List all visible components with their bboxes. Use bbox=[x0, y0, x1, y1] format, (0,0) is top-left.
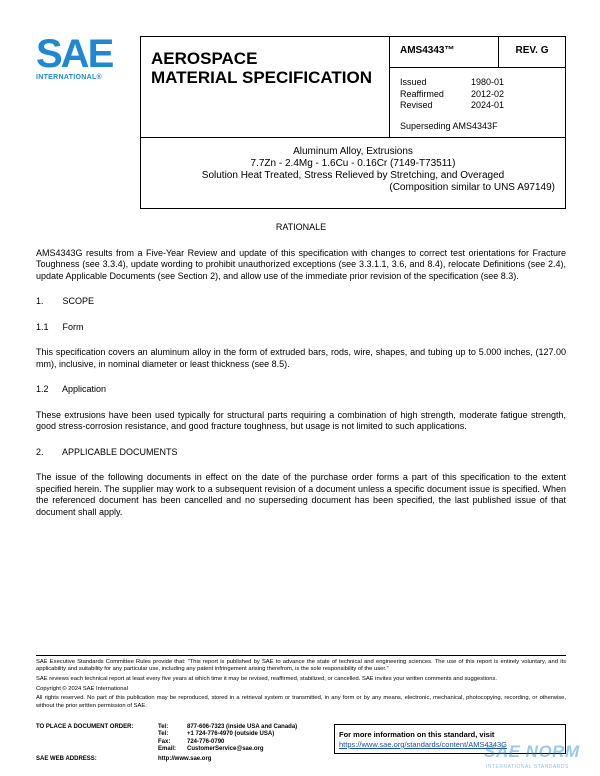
document-type-title bbox=[140, 36, 390, 138]
rationale-heading: RATIONALE bbox=[275, 222, 327, 232]
date-value: 1980-01 bbox=[471, 77, 505, 87]
contact-value: 877-606-7323 (inside USA and Canada) bbox=[187, 724, 298, 730]
date-label: Reaffirmed bbox=[400, 88, 444, 99]
title-line-1: AEROSPACE bbox=[151, 49, 258, 68]
sae-logo bbox=[36, 32, 120, 81]
standard-link[interactable]: https://www.sae.org/standards/content/AMS4343G bbox=[339, 740, 508, 749]
section-2-heading bbox=[36, 447, 566, 459]
section-number: 1.1 bbox=[36, 321, 49, 332]
contact-key: Email: bbox=[158, 745, 177, 752]
section-1-heading bbox=[36, 296, 566, 308]
subject-line-2: 7.7Zn - 2.4Mg - 1.6Cu - 0.16Cr (7149-T73511) bbox=[250, 158, 456, 169]
footer-rules: SAE Executive Standards Committee Rules provide that: “This report is published by SAE to advance the state of technical and engineering sciences. The use of this report is entirely voluntary, and its applicability and suitability for any particular use, including any patent infringement arising therefrom, is the sole responsibility of the user.” bbox=[36, 659, 566, 673]
order-contacts bbox=[36, 724, 297, 753]
date-label: Issued bbox=[400, 77, 427, 87]
legal-footer bbox=[36, 655, 566, 712]
footer-copyright: Copyright © 2024 SAE International bbox=[36, 685, 128, 692]
watermark-text: SAE NORM bbox=[484, 742, 580, 761]
section-1-1-heading bbox=[36, 322, 566, 334]
section-number: 2. bbox=[36, 446, 44, 457]
contact-value: 724-776-0790 bbox=[187, 738, 225, 745]
contact-key: Tel: bbox=[158, 724, 169, 730]
date-row-revised bbox=[400, 100, 555, 112]
web-address-row bbox=[36, 756, 211, 762]
section-2-text: The issue of the following documents in effect on the date of the purchase order forms a part of this specification to the extent specified herein. The supplier may work to a subsequent revision of a document unless a specific document issue is specified. When the referenced document has been cancelled and no superseding document has been specified, the last published issue of that document shall apply. bbox=[36, 472, 566, 517]
date-row-reaffirmed bbox=[400, 89, 555, 101]
footer-rights: All rights reserved. No part of this publication may be reproduced, stored in a retrieval system or transmitted, in any form or by any means, electronic, mechanical, photocopying, recording, or otherwise, without the prior written permission of SAE. bbox=[36, 695, 566, 709]
dates-box bbox=[389, 67, 566, 138]
title-line-2: MATERIAL SPECIFICATION bbox=[151, 68, 372, 87]
rationale-text: AMS4343G results from a Five-Year Review and update of this specification with changes to correct test orientations for Fracture Toughness (see 3.3.4), update wording to prohibit unauthorized exceptions (see 3.3.1.1, 3.6, and 8.4), relocate Definitions (see 2.4), update Applicable Documents (see Section 2), and allow use of the immediate prior revision of the specification (see 8.3). bbox=[36, 247, 566, 281]
subject-line-3: Solution Heat Treated, Stress Relieved by Stretching, and Overaged bbox=[201, 170, 505, 181]
contact-email[interactable]: CustomerService@sae.org bbox=[187, 745, 264, 752]
section-1-2-text: These extrusions have been used typically for structural parts requiring a combination of high strength, moderate fatigue strength, good stress-corrosion resistance, and good fracture toughness, but usage is not limited to such applications. bbox=[36, 409, 566, 431]
web-label: SAE WEB ADDRESS: bbox=[36, 756, 97, 762]
superseding-note: Superseding AMS4343F bbox=[400, 120, 498, 131]
date-row-issued bbox=[400, 77, 555, 89]
section-title: APPLICABLE DOCUMENTS bbox=[62, 446, 178, 457]
date-value: 2012-02 bbox=[471, 88, 505, 99]
contact-row bbox=[36, 746, 297, 753]
contact-key: Tel: bbox=[158, 731, 169, 738]
sae-norm-watermark bbox=[484, 742, 594, 772]
section-1-1-text: This specification covers an aluminum alloy in the form of extruded bars, rods, wire, shapes, and tubing up to 5.000 inches, (127.00 mm), inclusive, in nominal diameter or least thickness (see 8.5). bbox=[36, 347, 566, 369]
section-number: 1. bbox=[36, 296, 44, 306]
footer-review: SAE reviews each technical report at least every five years at which time it may be revised, reaffirmed, stabilized, or cancelled. SAE invites your written comments and suggestions. bbox=[36, 675, 497, 682]
contact-row bbox=[36, 739, 297, 746]
section-title: Application bbox=[62, 384, 107, 394]
contact-row bbox=[36, 724, 297, 731]
contact-key: Fax: bbox=[158, 738, 171, 745]
section-title: SCOPE bbox=[62, 296, 95, 306]
subject-line-4: (Composition similar to UNS A97149) bbox=[389, 182, 555, 193]
info-title: For more information on this standard, visit bbox=[339, 730, 495, 739]
logo-subtitle: INTERNATIONAL® bbox=[36, 74, 103, 81]
date-label: Revised bbox=[400, 100, 433, 110]
section-1-2-heading bbox=[36, 384, 566, 396]
date-value: 2024-01 bbox=[471, 100, 505, 110]
watermark-subtext: INTERNATIONAL STANDARDS bbox=[486, 764, 569, 770]
subject-box bbox=[140, 137, 566, 209]
section-number: 1.2 bbox=[36, 384, 49, 394]
contact-value: +1 724-776-4970 (outside USA) bbox=[187, 731, 275, 738]
document-body bbox=[36, 222, 566, 532]
order-label: TO PLACE A DOCUMENT ORDER: bbox=[36, 724, 134, 730]
document-number: AMS4343™ bbox=[389, 36, 499, 68]
subject-line-1: Aluminum Alloy, Extrusions bbox=[293, 146, 413, 157]
revision-label: REV. G bbox=[498, 36, 566, 68]
logo-mark: SAE bbox=[36, 32, 113, 76]
contact-row bbox=[36, 731, 297, 738]
web-address-link[interactable]: http://www.sae.org bbox=[158, 756, 212, 762]
section-title: Form bbox=[62, 321, 84, 332]
